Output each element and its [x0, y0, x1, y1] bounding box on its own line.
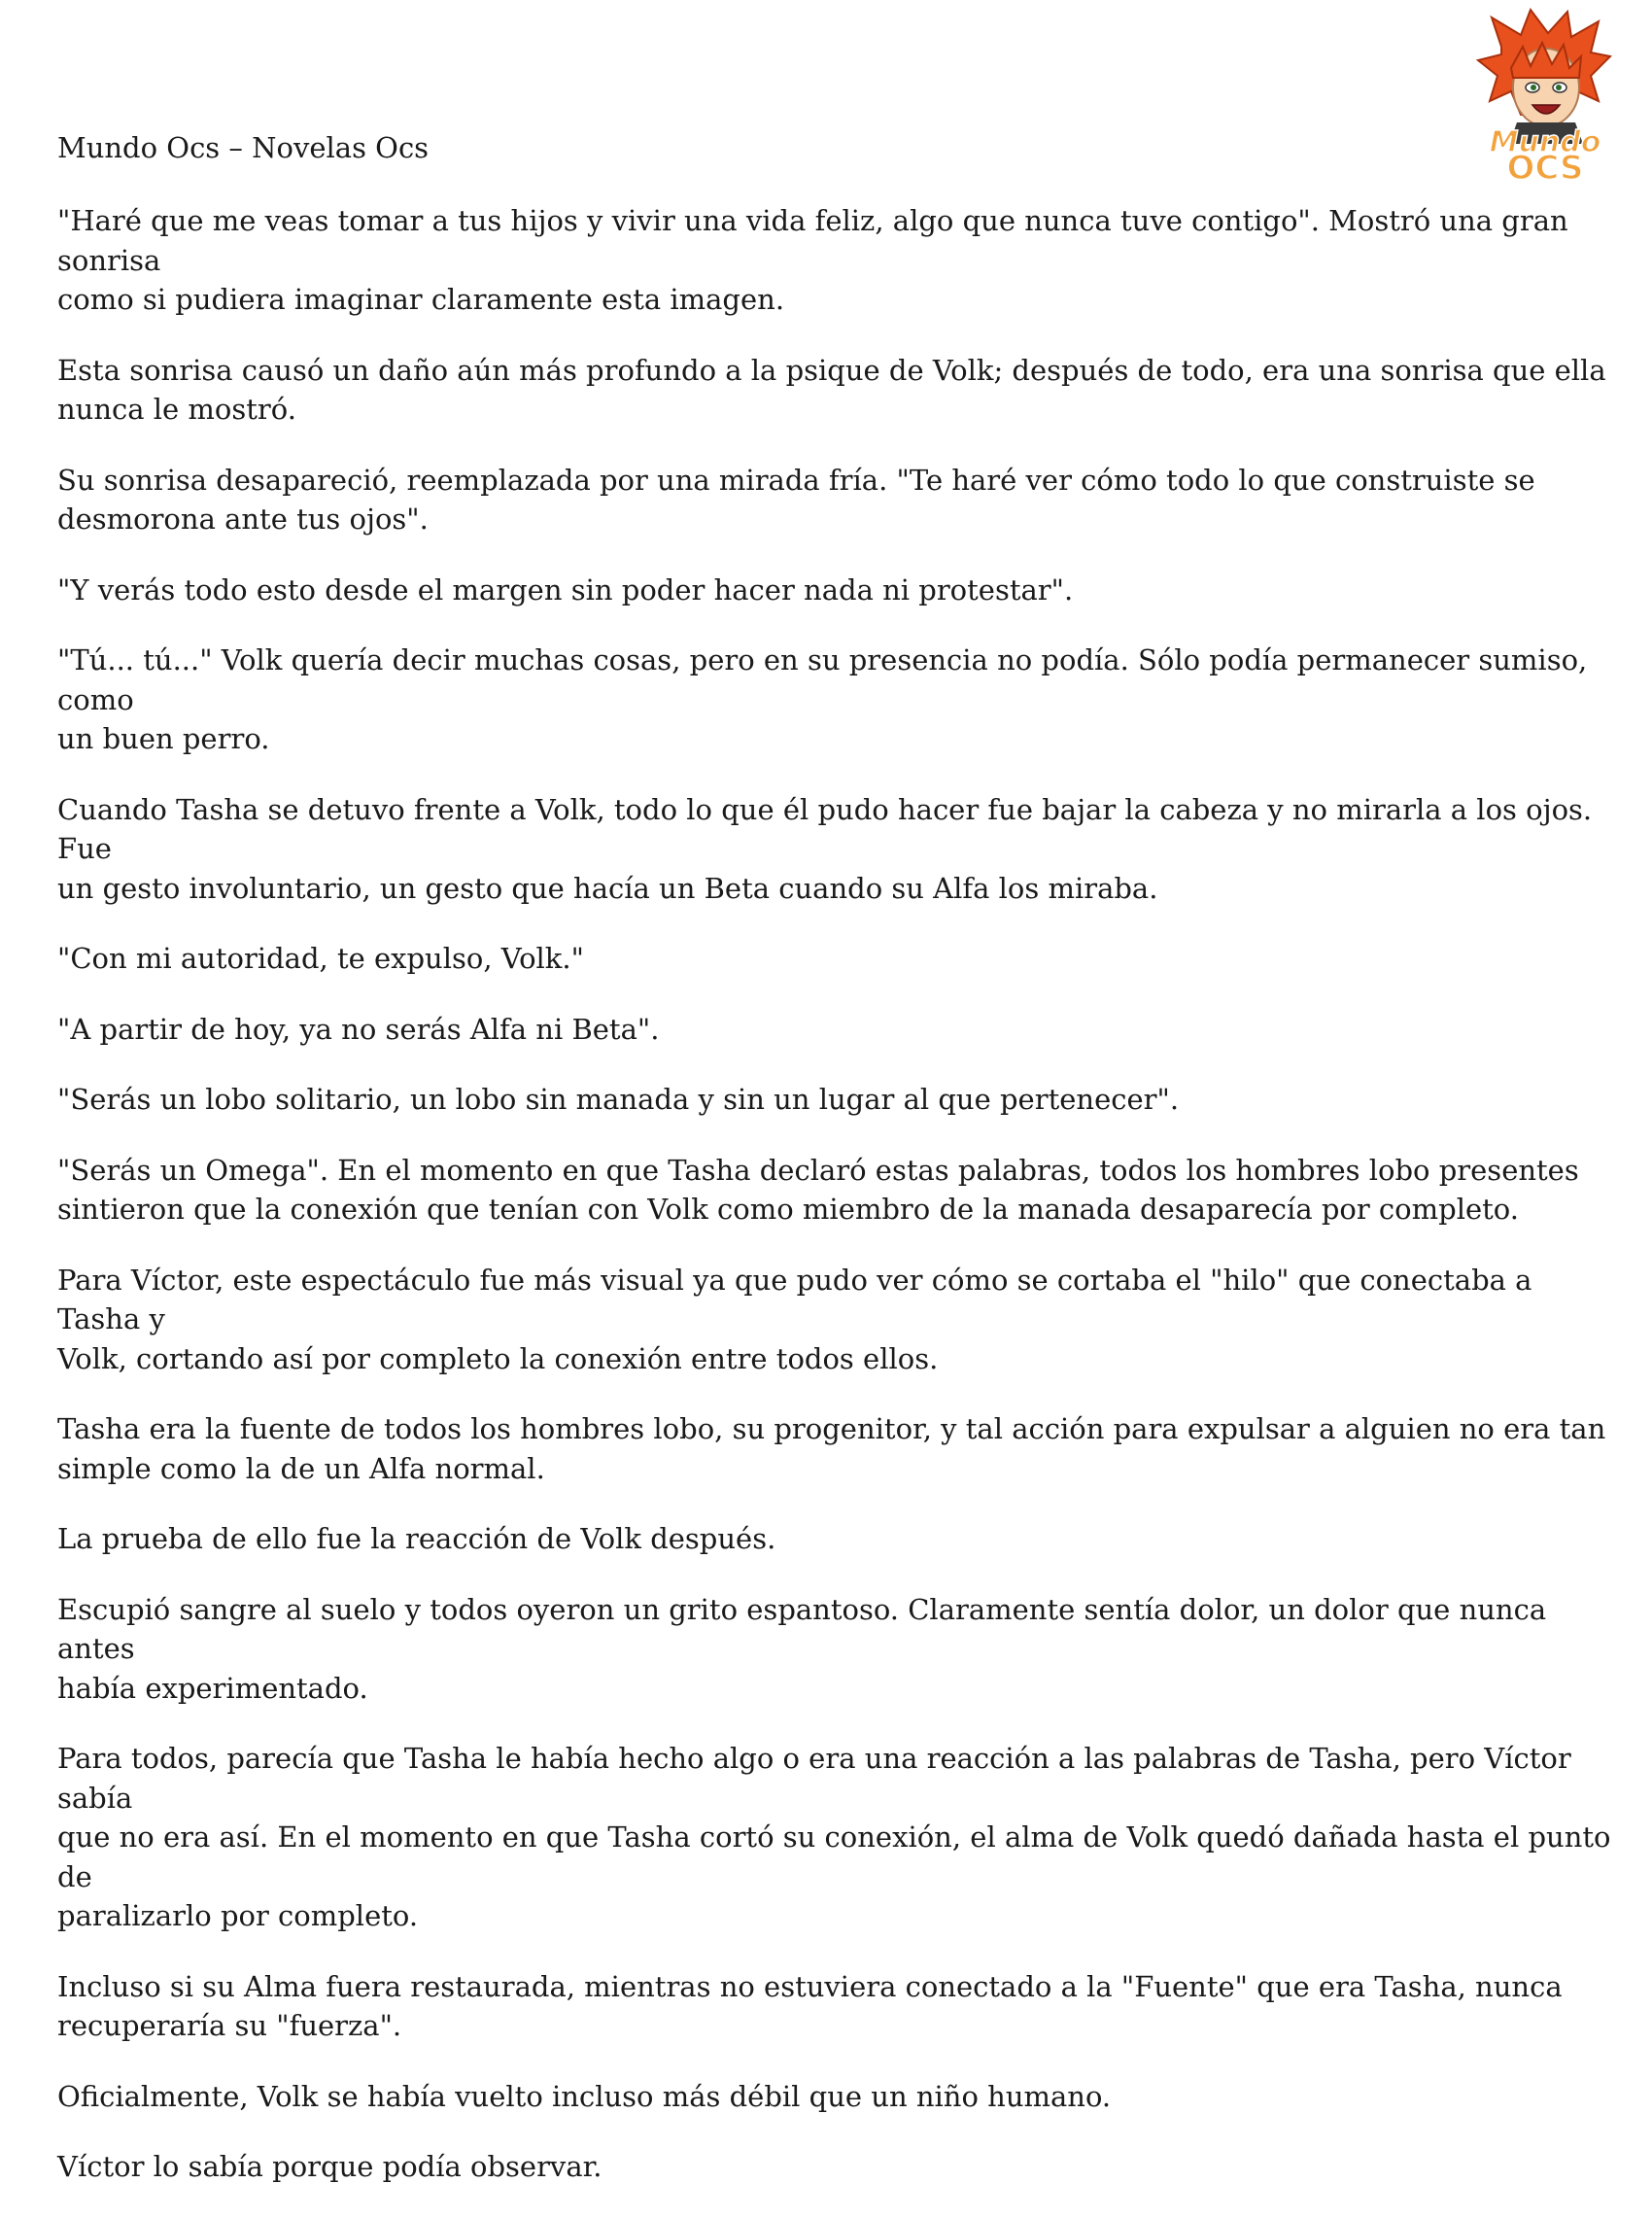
paragraph: Tasha era la fuente de todos los hombres lobo, su progenitor, y tal acción para expulsar a alguien no era tan simple como la de un Alfa normal. — [57, 1412, 1606, 1485]
paragraph: Víctor lo sabía porque podía observar. — [57, 2150, 602, 2183]
paragraph: Incluso si su Alma fuera restaurada, mientras no estuviera conectado a la "Fuente" que era Tasha, nunca recuperaría su "fuerza". — [57, 1969, 1563, 2042]
paragraph: Escupió sangre al suelo y todos oyeron un grito espantoso. Claramente sentía dolor, un dolor que nunca antes había experimentado. — [57, 1592, 1547, 1705]
paragraph: Su sonrisa desapareció, reemplazada por una mirada fría. "Te haré ver cómo todo lo que construiste se desmorona ante tus ojos". — [57, 463, 1535, 536]
paragraph: "Con mi autoridad, te expulso, Volk." — [57, 942, 584, 975]
document-body — [57, 201, 1612, 2218]
paragraph: "A partir de hoy, ya no serás Alfa ni Beta". — [57, 1012, 660, 1046]
paragraph: "Haré que me veas tomar a tus hijos y vivir una vida feliz, algo que nunca tuve contigo". Mostró una gran sonrisa como si pudiera imaginar claramente esta imagen. — [57, 204, 1568, 316]
paragraph: Esta sonrisa causó un daño aún más profundo a la psique de Volk; después de todo, era una sonrisa que ella nunca le mostró. — [57, 353, 1606, 426]
paragraph: "Tú... tú..." Volk quería decir muchas cosas, pero en su presencia no podía. Sólo podía permanecer sumiso, como un buen perro. — [57, 643, 1588, 755]
document-header: Mundo Ocs – Novelas Ocs — [57, 131, 430, 164]
logo-text-bottom: OCS — [1506, 149, 1584, 183]
paragraph: "Serás un lobo solitario, un lobo sin manada y sin un lugar al que pertenecer". — [57, 1083, 1180, 1116]
paragraph: La prueba de ello fue la reacción de Volk después. — [57, 1522, 776, 1555]
paragraph: "Serás un Omega". En el momento en que Tasha declaró estas palabras, todos los hombres lobo presentes sintieron que la conexión que tenían con Volk como miembro de la manada desaparecía por completo. — [57, 1153, 1579, 1226]
paragraph: Cuando Tasha se detuvo frente a Volk, todo lo que él pudo hacer fue bajar la cabeza y no mirarla a los ojos. Fue un gesto involuntario, un gesto que hacía un Beta cuando su Alfa los miraba. — [57, 792, 1593, 905]
paragraph: Para todos, parecía que Tasha le había hecho algo o era una reacción a las palabras de Tasha, pero Víctor sabía que no era así. En el momento en que Tasha cortó su conexión, el alma de Volk quedó dañada hasta el punto de paralizarlo por completo. — [57, 1742, 1611, 1932]
paragraph: Para Víctor, este espectáculo fue más visual ya que pudo ver cómo se cortaba el "hilo" que conectaba a Tasha y Volk, cortando así por completo la conexión entre todos ellos. — [57, 1263, 1532, 1375]
mundo-ocs-logo — [1463, 8, 1628, 183]
paragraph: "Y verás todo esto desde el margen sin poder hacer nada ni protestar". — [57, 572, 1074, 606]
paragraph: Oficialmente, Volk se había vuelto incluso más débil que un niño humano. — [57, 2079, 1112, 2113]
logo-text-top: Mundo — [1489, 125, 1601, 159]
